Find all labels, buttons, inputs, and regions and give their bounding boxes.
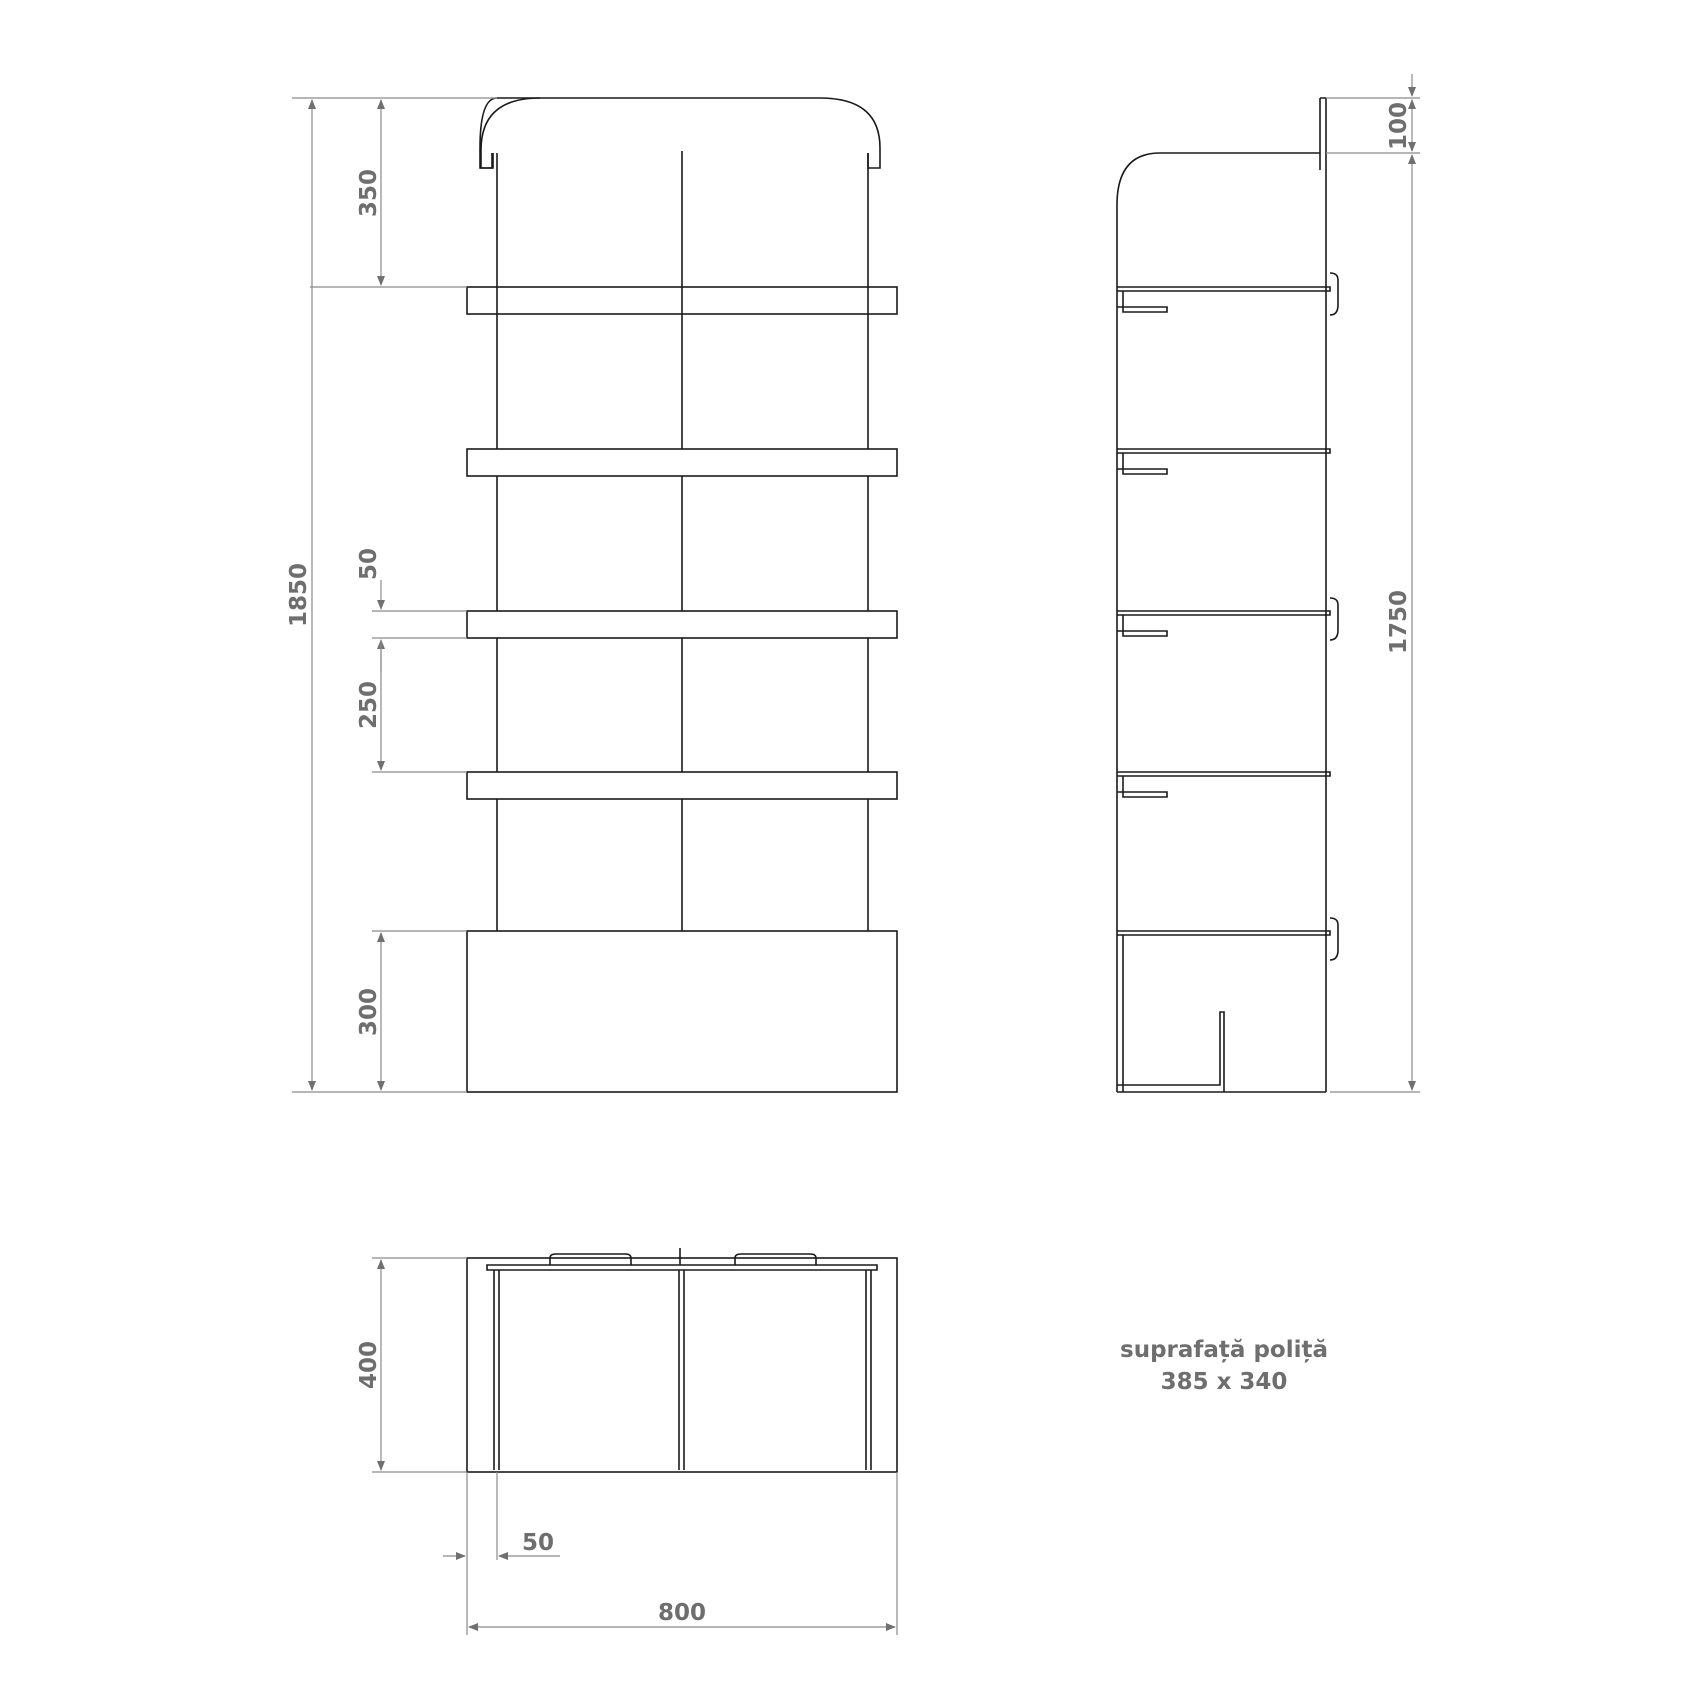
front-shelf-4 bbox=[467, 772, 897, 799]
dim-top-extension: 100 bbox=[1386, 101, 1412, 151]
dim-top-panel: 350 bbox=[356, 168, 382, 218]
top-view bbox=[356, 1248, 897, 1635]
front-view bbox=[286, 98, 897, 1092]
front-shelf-3 bbox=[467, 611, 897, 638]
dim-side-height: 1750 bbox=[1386, 589, 1412, 655]
dim-depth: 400 bbox=[356, 1340, 382, 1390]
note-line-1: suprafață poliță bbox=[1120, 1337, 1328, 1363]
top-view-outline bbox=[467, 1258, 897, 1472]
side-top-profile bbox=[1117, 153, 1320, 1092]
side-back-panel bbox=[1320, 98, 1326, 1092]
side-view bbox=[1117, 74, 1420, 1092]
dim-panel-thickness: 50 bbox=[521, 1530, 555, 1556]
side-base-internals bbox=[1117, 935, 1326, 1092]
note-line-2: 385 x 340 bbox=[1160, 1369, 1288, 1395]
front-top-panel bbox=[480, 98, 880, 168]
front-shelf-2 bbox=[467, 449, 897, 476]
front-top-panel-left-arc bbox=[481, 98, 540, 168]
front-base bbox=[467, 931, 897, 1092]
dim-width: 800 bbox=[657, 1600, 707, 1626]
dim-shelf-thickness: 50 bbox=[356, 547, 382, 581]
dim-base-height: 300 bbox=[356, 987, 382, 1037]
dim-shelf-gap: 250 bbox=[356, 680, 382, 730]
side-shelves bbox=[1117, 273, 1338, 960]
shelf-surface-note bbox=[1120, 1337, 1328, 1395]
dim-total-height: 1850 bbox=[286, 562, 312, 628]
